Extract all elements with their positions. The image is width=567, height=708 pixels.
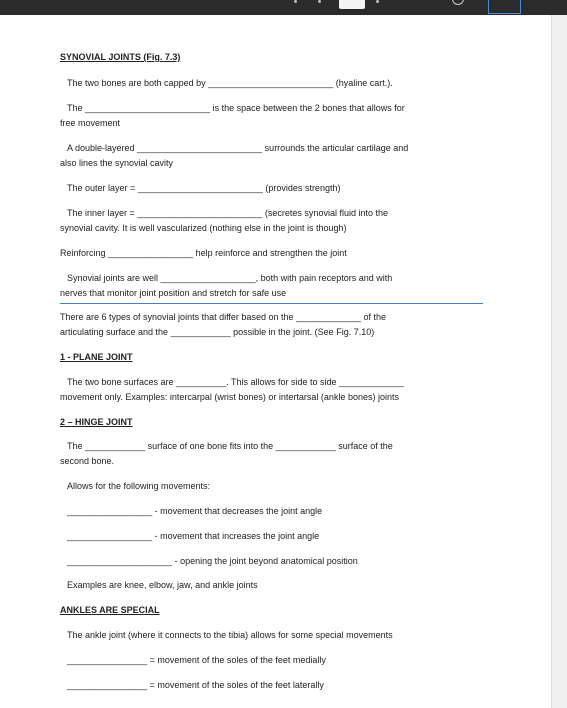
doc-line: _________________ - movement that increases the joint angle	[67, 531, 320, 541]
doc-line: free movement	[60, 118, 121, 128]
section-heading-synovial: SYNOVIAL JOINTS (Fig. 7.3)	[60, 52, 181, 62]
doc-line: There are 6 types of synovial joints that differ based on the _____________ of the	[60, 312, 387, 322]
doc-line: The two bone surfaces are __________. This allows for side to side _____________	[67, 377, 405, 387]
doc-line: also lines the synovial cavity	[60, 158, 174, 168]
doc-line: Synovial joints are well ___________________, both with pain receptors and with	[67, 273, 393, 283]
section-divider	[60, 303, 483, 304]
doc-line: The ankle joint (where it connects to the tibia) allows for some special movements	[67, 630, 393, 640]
vertical-scrollbar[interactable]	[551, 15, 567, 708]
toolbar-button-icon[interactable]	[339, 0, 365, 9]
doc-line: articulating surface and the ____________ possible in the joint. (See Fig. 7.10)	[60, 327, 375, 337]
viewer-toolbar	[0, 0, 567, 15]
doc-line: nerves that monitor joint position and stretch for safe use	[60, 288, 287, 298]
doc-line: _________________ - movement that decreases the joint angle	[67, 506, 323, 516]
doc-line: The outer layer = _________________________ (provides strength)	[67, 183, 341, 193]
doc-line: _____________________ - opening the joint beyond anatomical position	[67, 556, 358, 566]
doc-line: second bone.	[60, 456, 115, 466]
doc-line: synovial cavity. It is well vascularized (nothing else in the joint is though)	[60, 223, 347, 233]
doc-line: movement only. Examples: intercarpal (wrist bones) or intertarsal (ankle bones) joints	[60, 392, 399, 402]
doc-line: The inner layer = _________________________ (secretes synovial fluid into the	[67, 208, 388, 218]
doc-line: A double-layered _________________________ surrounds the articular cartilage and	[67, 143, 409, 153]
doc-line: The _________________________ is the space between the 2 bones that allows for	[67, 103, 405, 113]
refresh-icon[interactable]	[452, 0, 464, 5]
toolbar-dot-icon	[318, 0, 321, 3]
doc-line: ________________ = movement of the soles of the feet medially	[67, 655, 326, 665]
section-heading-plane: 1 - PLANE JOINT	[60, 352, 133, 362]
doc-line: The ____________ surface of one bone fits into the ____________ surface of the	[67, 441, 393, 451]
toolbar-dot-icon	[294, 0, 297, 3]
doc-line: ________________ = movement of the soles of the feet laterally	[67, 680, 324, 690]
doc-line: Examples are knee, elbow, jaw, and ankle joints	[67, 580, 258, 590]
section-heading-ankles: ANKLES ARE SPECIAL	[60, 605, 160, 615]
doc-line: The two bones are both capped by _________________________ (hyaline cart.).	[67, 78, 393, 88]
doc-line: Allows for the following movements:	[67, 481, 211, 491]
doc-line: Reinforcing _________________ help reinforce and strengthen the joint	[60, 248, 347, 258]
window-box-icon[interactable]	[488, 0, 521, 14]
toolbar-dot-icon	[376, 0, 379, 3]
section-heading-hinge: 2 – HINGE JOINT	[60, 417, 133, 427]
